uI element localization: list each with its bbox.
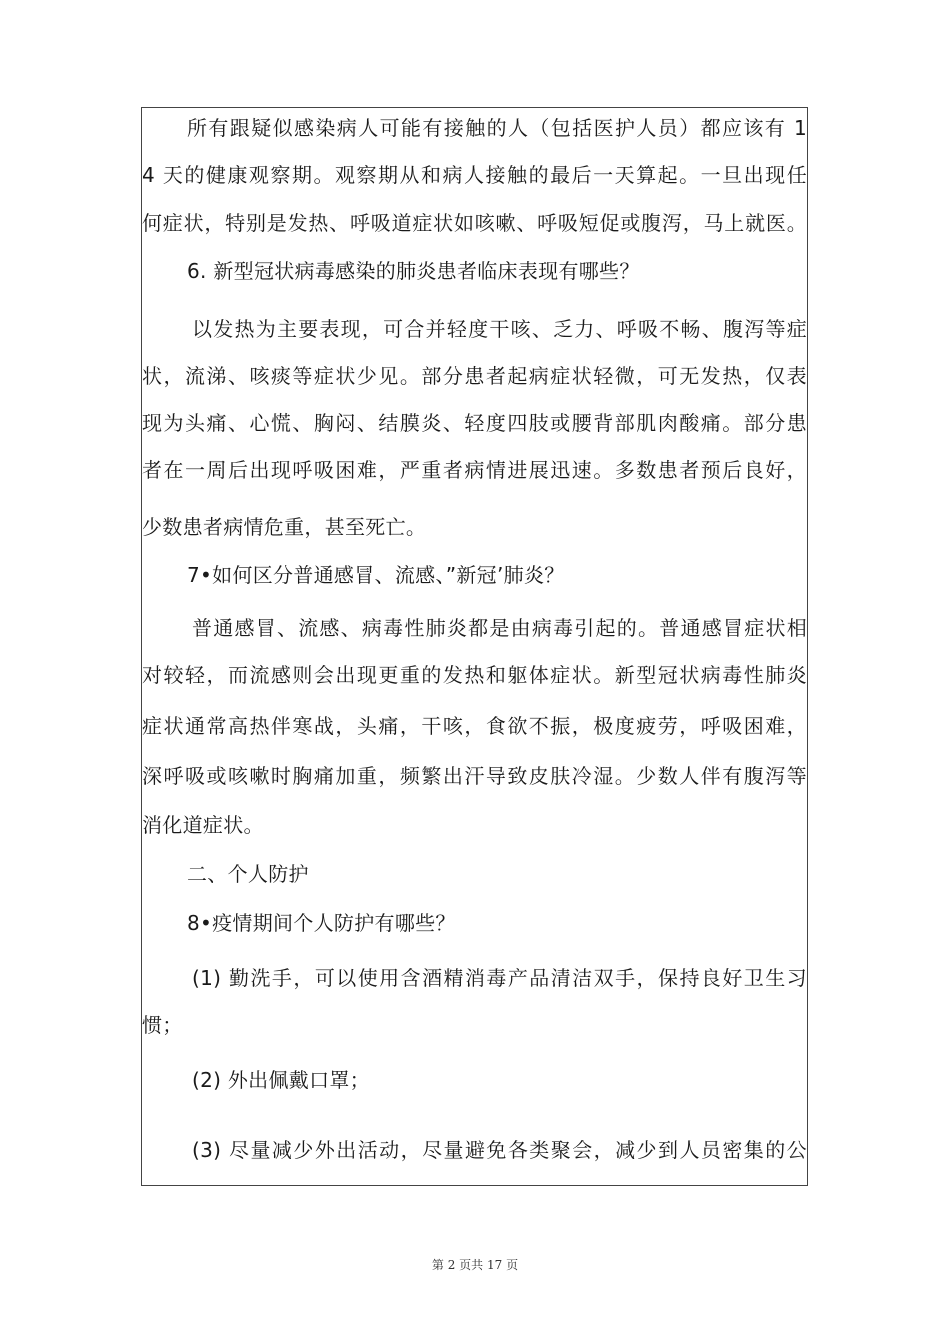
question-heading: 7•如何区分普通感冒、流感、”新冠’肺炎？ bbox=[187, 563, 565, 587]
list-item-line: (1) 勤洗手，可以使用含酒精消毒产品清洁双手，保持良好卫生习 bbox=[192, 966, 807, 990]
paragraph-line: 少数患者病情危重，甚至死亡。 bbox=[142, 515, 427, 539]
paragraph-line: 普通感冒、流感、病毒性肺炎都是由病毒引起的。普通感冒症状相 bbox=[192, 616, 807, 640]
paragraph-line: 者在一周后出现呼吸困难，严重者病情进展迅速。多数患者预后良好， bbox=[142, 458, 807, 482]
list-item-line: 惯； bbox=[142, 1013, 183, 1037]
section-heading: 二、个人防护 bbox=[187, 862, 309, 886]
list-item-line: (3) 尽量减少外出活动，尽量避免各类聚会，减少到人员密集的公 bbox=[192, 1138, 807, 1162]
paragraph-line: 何症状，特别是发热、呼吸道症状如咳嗽、呼吸短促或腹泻，马上就医。 bbox=[142, 211, 807, 235]
question-heading: 8•疫情期间个人防护有哪些？ bbox=[187, 911, 456, 935]
paragraph-line: 消化道症状。 bbox=[142, 813, 264, 837]
document-frame bbox=[141, 107, 808, 1186]
paragraph-line: 所有跟疑似感染病人可能有接触的人（包括医护人员）都应该有 1 bbox=[187, 116, 807, 140]
paragraph-line: 症状通常高热伴寒战，头痛，干咳，食欲不振，极度疲劳，呼吸困难， bbox=[142, 714, 807, 738]
paragraph-line: 4 天的健康观察期。观察期从和病人接触的最后一天算起。一旦出现任 bbox=[142, 163, 807, 187]
paragraph-line: 对较轻，而流感则会出现更重的发热和躯体症状。新型冠状病毒性肺炎 bbox=[142, 663, 807, 687]
paragraph-line: 以发热为主要表现，可合并轻度干咳、乏力、呼吸不畅、腹泻等症 bbox=[192, 317, 807, 341]
list-item-line: (2) 外出佩戴口罩； bbox=[192, 1068, 370, 1092]
question-heading: 6. 新型冠状病毒感染的肺炎患者临床表现有哪些？ bbox=[187, 259, 640, 283]
paragraph-line: 状，流涕、咳痰等症状少见。部分患者起病症状轻微，可无发热，仅表 bbox=[142, 364, 807, 388]
page-number-footer: 第 2 页共 17 页 bbox=[431, 1258, 519, 1272]
paragraph-line: 现为头痛、心慌、胸闷、结膜炎、轻度四肢或腰背部肌肉酸痛。部分患 bbox=[142, 411, 807, 435]
paragraph-line: 深呼吸或咳嗽时胸痛加重，频繁出汗导致皮肤冷湿。少数人伴有腹泻等 bbox=[142, 764, 807, 788]
